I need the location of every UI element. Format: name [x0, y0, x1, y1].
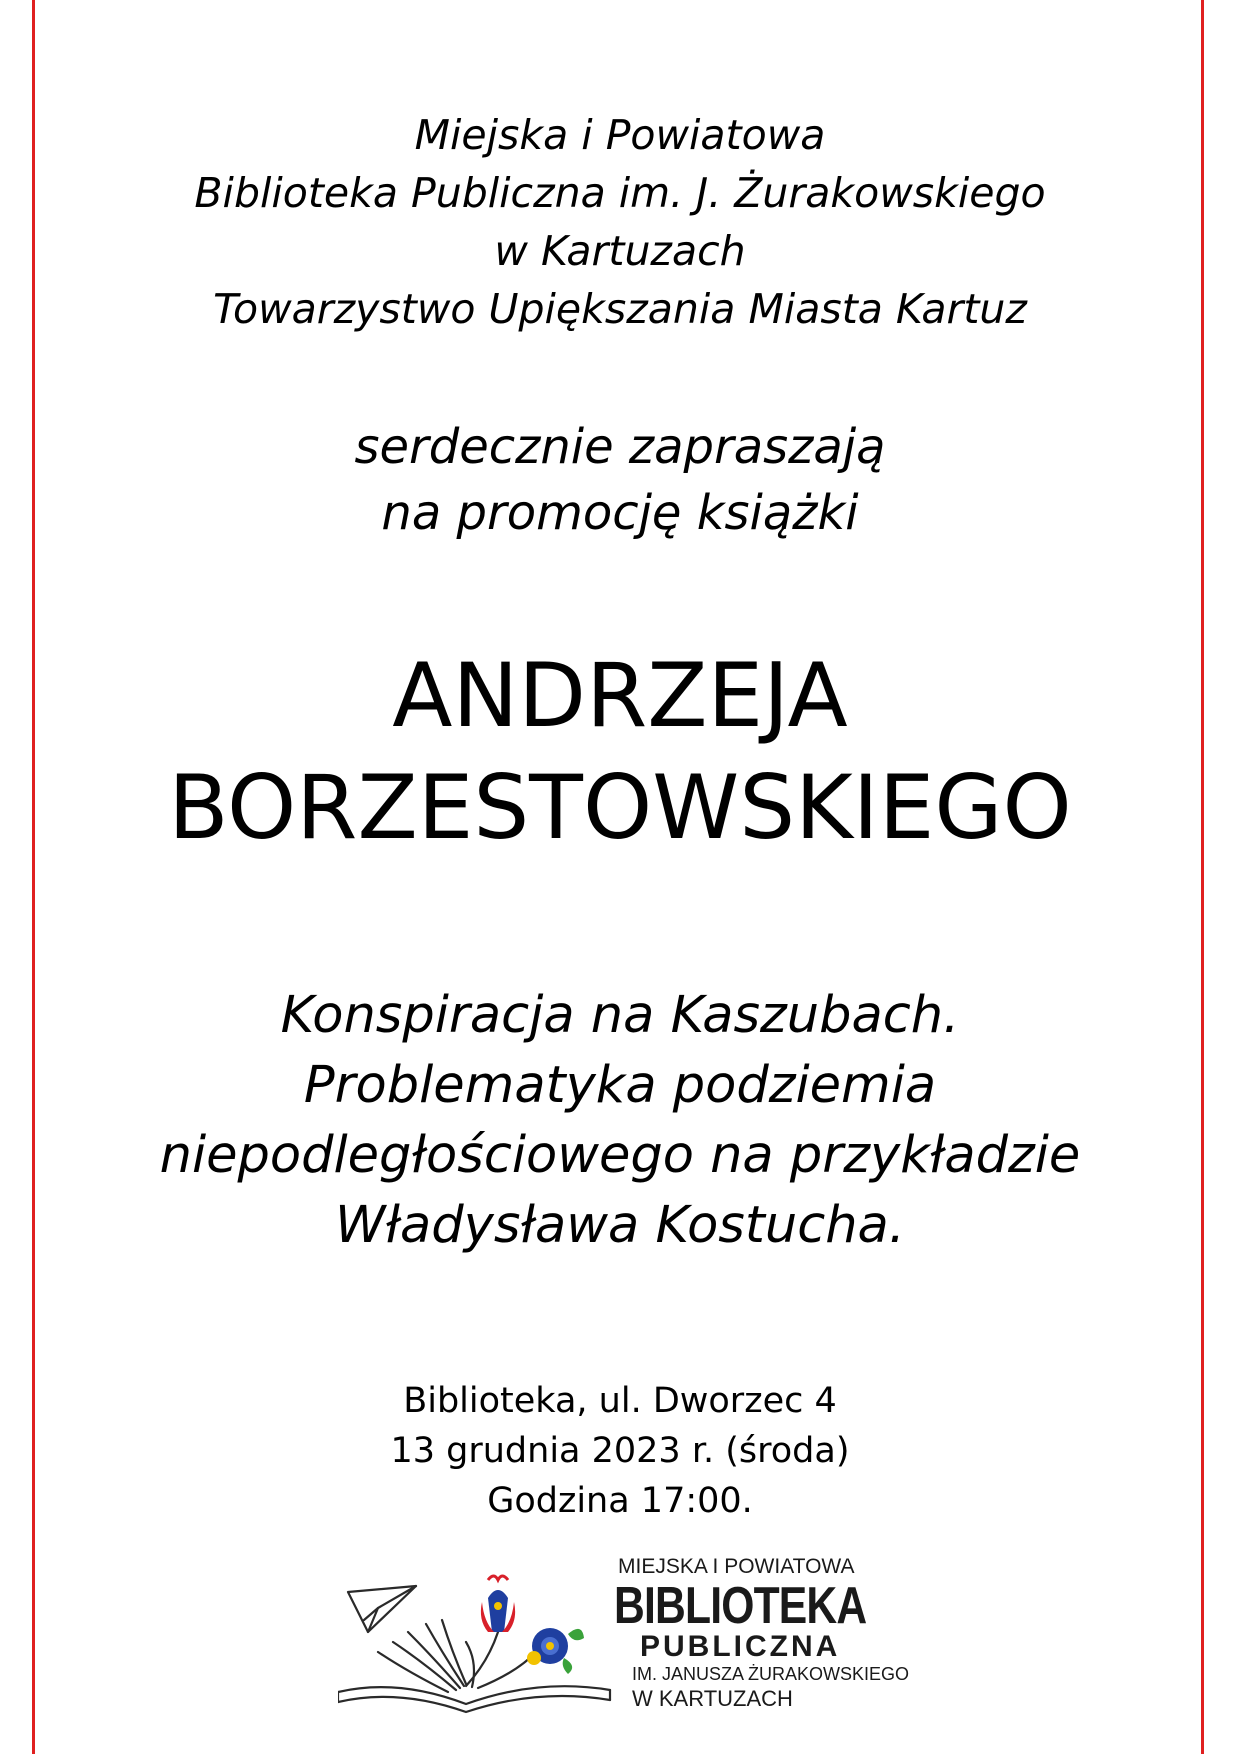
organizer-line: Miejska i Powiatowa — [414, 111, 826, 159]
invitation-block — [0, 414, 1240, 546]
book-title-line: Konspiracja na Kaszubach. — [280, 986, 960, 1045]
book-title-line: Władysława Kostucha. — [334, 1196, 906, 1255]
organizer-line: Biblioteka Publiczna im. J. Żurakowskiego — [194, 169, 1046, 217]
logo-line: MIEJSKA I POWIATOWA — [618, 1555, 855, 1578]
logo-line: PUBLICZNA — [640, 1630, 841, 1663]
author-last-name: BORZESTOWSKIEGO — [168, 756, 1072, 859]
logo-line: BIBLIOTEKA — [614, 1577, 867, 1635]
open-book-icon — [338, 1562, 628, 1714]
event-venue: Biblioteka, ul. Dworzec 4 — [403, 1381, 837, 1421]
book-title — [0, 981, 1240, 1261]
book-title-line: niepodległościowego na przykładzie — [159, 1126, 1081, 1185]
blossom-icon — [527, 1628, 584, 1674]
event-time: Godzina 17:00. — [487, 1481, 753, 1521]
organizer-line: w Kartuzach — [494, 227, 746, 275]
library-logo-text — [610, 1554, 910, 1712]
author-first-name: ANDRZEJA — [392, 644, 848, 747]
organizers-block — [0, 106, 1240, 338]
flower-icon — [481, 1576, 515, 1632]
invitation-line: serdecznie zapraszają — [354, 419, 886, 475]
invitation-line: na promocję książki — [381, 485, 859, 541]
event-details — [0, 1376, 1240, 1526]
book-title-line: Problematyka podziemia — [303, 1056, 937, 1115]
event-date: 13 grudnia 2023 r. (środa) — [390, 1431, 850, 1471]
logo-line: IM. JANUSZA ŻURAKOWSKIEGO — [632, 1664, 910, 1684]
organizer-line: Towarzystwo Upiększania Miasta Kartuz — [213, 285, 1027, 333]
library-logo — [338, 1554, 910, 1714]
logo-line: W KARTUZACH — [632, 1686, 793, 1711]
author-name — [0, 640, 1240, 864]
